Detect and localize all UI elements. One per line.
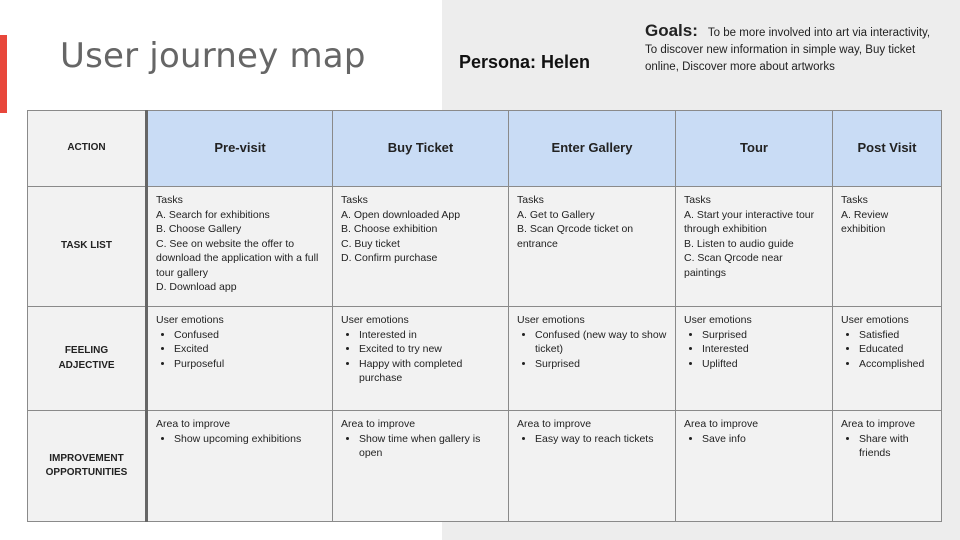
bullet-item: • Confused bbox=[174, 328, 324, 343]
emotion-cell bbox=[676, 307, 833, 411]
task-line: B. Listen to audio guide bbox=[684, 237, 794, 250]
cell-title: Tasks bbox=[341, 194, 368, 206]
bullet-list bbox=[517, 432, 667, 447]
emotion-cell bbox=[333, 307, 509, 411]
cell-title: Area to improve bbox=[341, 418, 416, 430]
improvement-cell bbox=[833, 411, 942, 522]
stage-header: Post Visit bbox=[833, 111, 942, 187]
cell-title: Area to improve bbox=[841, 418, 916, 430]
bullet-item: • Easy way to reach tickets bbox=[535, 432, 667, 447]
stage-header: Enter Gallery bbox=[509, 111, 676, 187]
bullet-list bbox=[341, 328, 500, 386]
feeling-row bbox=[28, 307, 942, 411]
task-list-row bbox=[28, 187, 942, 307]
bullet-item: • Happy with completed purchase bbox=[359, 357, 500, 386]
task-cell bbox=[333, 187, 509, 307]
task-cell bbox=[676, 187, 833, 307]
task-line: C. See on website the offer to download the application with a full tour gallery bbox=[156, 237, 319, 279]
accent-bar bbox=[0, 35, 7, 113]
cell-title: Area to improve bbox=[517, 418, 592, 430]
bullet-item: • Satisfied bbox=[859, 328, 933, 343]
task-line: A. Search for exhibitions bbox=[156, 208, 270, 221]
goals-text: To be more involved into art via interactivity, To discover new information in simple way, Buy ticket online, Discover more about artworks bbox=[645, 27, 931, 73]
bullet-item: • Show time when gallery is open bbox=[359, 432, 500, 461]
bullet-list bbox=[156, 328, 324, 372]
task-line: A. Get to Gallery bbox=[517, 208, 595, 221]
task-line: B. Choose exhibition bbox=[341, 223, 438, 235]
persona-label: Persona: Helen bbox=[459, 52, 591, 72]
bullet-list bbox=[517, 328, 667, 372]
task-cell bbox=[833, 187, 942, 307]
bullet-item: • Save info bbox=[702, 432, 824, 447]
cell-title: Tasks bbox=[684, 194, 711, 206]
cell-title: User emotions bbox=[341, 314, 409, 326]
cell-title: Area to improve bbox=[684, 418, 759, 430]
goals-label: Goals: bbox=[645, 21, 698, 40]
improvement-cell bbox=[333, 411, 509, 522]
bullet-list bbox=[841, 432, 933, 461]
bullet-item: • Educated bbox=[859, 342, 933, 357]
emotion-cell bbox=[833, 307, 942, 411]
cell-title: User emotions bbox=[684, 314, 752, 326]
stage-header: Tour bbox=[676, 111, 833, 187]
bullet-item: • Show upcoming exhibitions bbox=[174, 432, 324, 447]
task-cell bbox=[147, 187, 333, 307]
bullet-list bbox=[156, 432, 324, 447]
bullet-item: • Purposeful bbox=[174, 357, 324, 372]
improvement-row bbox=[28, 411, 942, 522]
cell-title: User emotions bbox=[517, 314, 585, 326]
bullet-item: • Uplifted bbox=[702, 357, 824, 372]
cell-title: Tasks bbox=[156, 194, 183, 206]
bullet-item: • Surprised bbox=[535, 357, 667, 372]
bullet-item: • Interested bbox=[702, 342, 824, 357]
bullet-item: • Excited bbox=[174, 342, 324, 357]
bullet-item: • Interested in bbox=[359, 328, 500, 343]
task-line: A. Review exhibition bbox=[841, 208, 889, 235]
improvement-cell bbox=[676, 411, 833, 522]
goals-block bbox=[645, 22, 945, 76]
stage-header: Pre-visit bbox=[147, 111, 333, 187]
cell-title: User emotions bbox=[156, 314, 224, 326]
stage-header: Buy Ticket bbox=[333, 111, 509, 187]
cell-title: Tasks bbox=[841, 194, 868, 206]
task-line: B. Scan Qrcode ticket on entrance bbox=[517, 223, 634, 250]
task-line: D. Confirm purchase bbox=[341, 252, 438, 264]
bullet-item: • Surprised bbox=[702, 328, 824, 343]
row-header: IMPROVEMENT OPPORTUNITIES bbox=[28, 411, 147, 522]
task-line: B. Choose Gallery bbox=[156, 223, 242, 235]
cell-title: User emotions bbox=[841, 314, 909, 326]
task-line: D. Download app bbox=[156, 281, 237, 293]
bullet-list bbox=[684, 328, 824, 372]
cell-title: Tasks bbox=[517, 194, 544, 206]
bullet-item: • Accomplished bbox=[859, 357, 933, 372]
stage-header-row bbox=[28, 111, 942, 187]
bullet-item: • Confused (new way to show ticket) bbox=[535, 328, 667, 357]
journey-table bbox=[27, 110, 942, 522]
improvement-cell bbox=[509, 411, 676, 522]
row-header: TASK LIST bbox=[28, 187, 147, 307]
cell-title: Area to improve bbox=[156, 418, 231, 430]
emotion-cell bbox=[509, 307, 676, 411]
page-title: User journey map bbox=[60, 36, 366, 76]
improvement-cell bbox=[147, 411, 333, 522]
row-header: FEELING ADJECTIVE bbox=[28, 307, 147, 411]
bullet-list bbox=[341, 432, 500, 461]
task-line: C. Scan Qrcode near paintings bbox=[684, 252, 783, 279]
bullet-list bbox=[841, 328, 933, 372]
task-cell bbox=[509, 187, 676, 307]
task-line: A. Start your interactive tour through exhibition bbox=[684, 208, 815, 235]
bullet-list bbox=[684, 432, 824, 447]
emotion-cell bbox=[147, 307, 333, 411]
bullet-item: • Excited to try new bbox=[359, 342, 500, 357]
task-line: A. Open downloaded App bbox=[341, 208, 461, 221]
task-line: C. Buy ticket bbox=[341, 237, 400, 250]
bullet-item: • Share with friends bbox=[859, 432, 933, 461]
action-header: ACTION bbox=[28, 111, 147, 187]
